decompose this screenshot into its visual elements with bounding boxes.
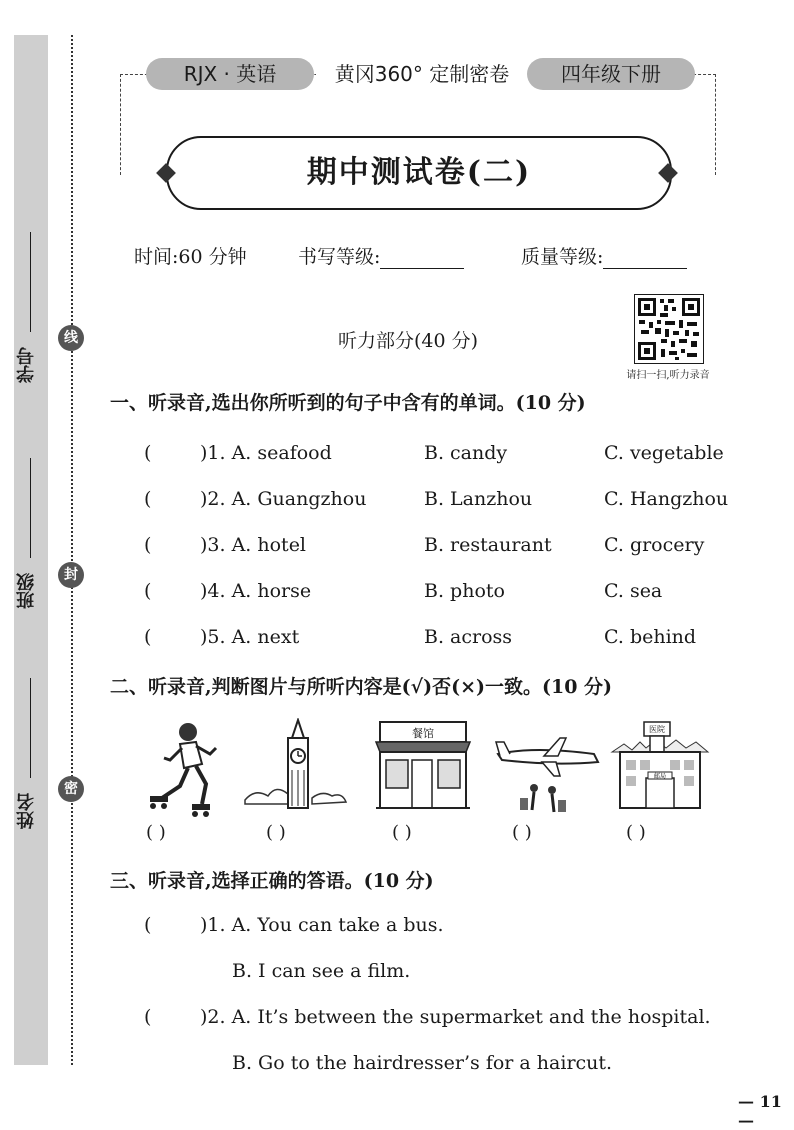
seal-line: 线 [58, 325, 84, 351]
page-number: — 11 — [738, 1092, 782, 1130]
listening-title: 听力部分(40 分) [338, 330, 479, 352]
answer-paren[interactable]: ( [144, 488, 152, 510]
answer-paren[interactable]: ( [144, 534, 152, 556]
page-title: 期中测试卷(二) [306, 155, 532, 190]
answer-paren[interactable]: ( [144, 580, 152, 602]
option-b: B. Go to the hairdresser’s for a haircut. [232, 1052, 613, 1074]
seal-secret: 密 [58, 776, 84, 802]
option-c: C. grocery [604, 534, 705, 556]
option-c: C. sea [604, 580, 663, 602]
list-item [144, 1006, 744, 1032]
time-info: 时间:60 分钟 [134, 246, 247, 268]
option-a: )1. A. You can take a bus. [200, 914, 444, 936]
skater-icon [140, 718, 250, 818]
option-a: )1. A. seafood [200, 442, 332, 464]
hospital-icon [606, 718, 716, 818]
picture-answer-bracket[interactable]: ( ) [626, 822, 646, 843]
writing-grade [298, 242, 464, 269]
answer-paren[interactable]: ( [144, 442, 152, 464]
series-name: 黄冈360° 定制密卷 [316, 58, 528, 90]
subject-pill: RJX · 英语 [146, 58, 314, 90]
quality-grade-label: 质量等级: [521, 246, 604, 268]
option-a: )2. A. Guangzhou [200, 488, 367, 510]
cut-line [71, 35, 73, 1065]
quality-grade-field[interactable] [603, 244, 687, 269]
hospital-sign: 医院 [649, 725, 665, 734]
section1-heading: 一、听录音,选出你所听到的句子中含有的单词。(10 分) [110, 392, 586, 414]
picture-answer-bracket[interactable]: ( ) [146, 822, 166, 843]
picture-answer-bracket[interactable]: ( ) [512, 822, 532, 843]
list-item [144, 488, 744, 514]
section2-heading: 二、听录音,判断图片与所听内容是(√)否(×)一致。(10 分) [110, 676, 613, 698]
restaurant-icon [366, 718, 476, 818]
name-label: 姓名 [16, 793, 37, 829]
picture-answer-bracket[interactable]: ( ) [392, 822, 412, 843]
name-line [30, 678, 31, 778]
qr-caption: 请扫一扫,听力录音 [626, 370, 710, 381]
option-a: )3. A. hotel [200, 534, 307, 556]
option-b: B. Lanzhou [424, 488, 533, 510]
answer-paren[interactable]: ( [144, 914, 152, 936]
list-item [144, 1052, 744, 1078]
section3-heading: 三、听录音,选择正确的答语。(10 分) [110, 870, 434, 892]
option-c: C. behind [604, 626, 697, 648]
option-b: B. I can see a film. [232, 960, 411, 982]
quality-grade [521, 242, 687, 269]
option-a: )4. A. horse [200, 580, 312, 602]
list-item [144, 626, 744, 652]
list-item [144, 914, 744, 940]
restaurant-sign: 餐馆 [412, 727, 434, 740]
picture-row [140, 718, 700, 823]
list-item [144, 534, 744, 560]
answer-paren[interactable]: ( [144, 1006, 152, 1028]
answer-paren[interactable]: ( [144, 626, 152, 648]
writing-grade-label: 书写等级: [298, 246, 381, 268]
class-line [30, 458, 31, 558]
option-b: B. restaurant [424, 534, 552, 556]
option-b: B. photo [424, 580, 505, 602]
option-b: B. across [424, 626, 513, 648]
list-item [144, 960, 744, 986]
student-id-label: 学号 [16, 347, 37, 383]
option-b: B. candy [424, 442, 508, 464]
seal-seal: 封 [58, 562, 84, 588]
list-item [144, 580, 744, 606]
class-label: 班级 [16, 573, 37, 609]
binding-strip [14, 35, 48, 1065]
grade-pill: 四年级下册 [527, 58, 695, 90]
writing-grade-field[interactable] [380, 244, 464, 269]
picture-answer-bracket[interactable]: ( ) [266, 822, 286, 843]
option-a: )5. A. next [200, 626, 300, 648]
qr-code-icon[interactable] [634, 294, 704, 364]
clock-tower-icon [240, 718, 350, 818]
option-a: )2. A. It’s between the supermarket and the hospital. [200, 1006, 711, 1028]
list-item [144, 442, 744, 468]
option-c: C. vegetable [604, 442, 724, 464]
post-office-sign: 邮局 [653, 773, 667, 780]
option-c: C. Hangzhou [604, 488, 729, 510]
student-id-line [30, 232, 31, 332]
airport-icon [494, 718, 604, 818]
